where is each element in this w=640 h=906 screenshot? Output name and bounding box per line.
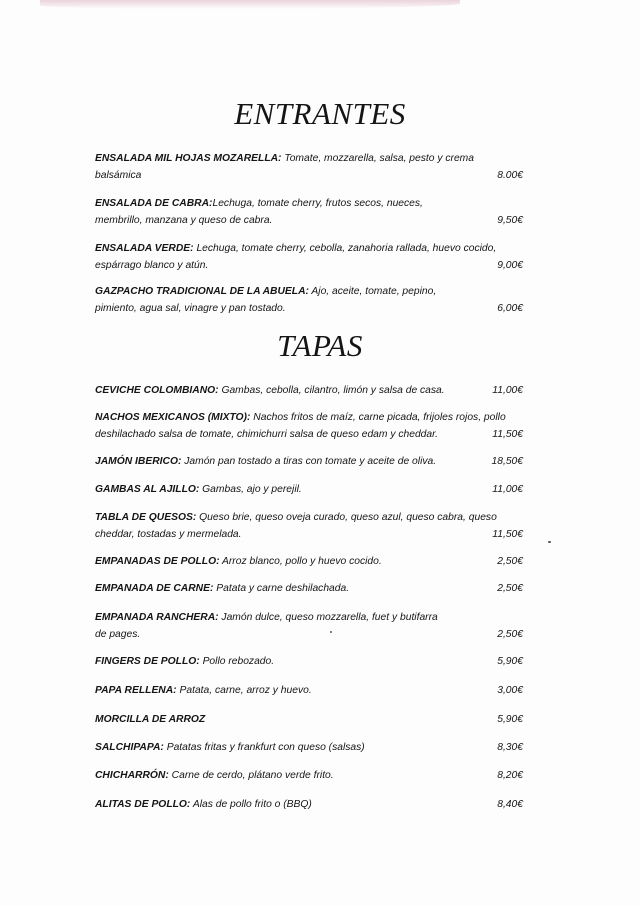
item-price: 11,00€ — [492, 484, 523, 495]
item-name: EMPANADA RANCHERA: — [95, 612, 219, 623]
item-description: Ajo, aceite, tomate, pepino, — [308, 286, 437, 297]
menu-item-empanada-ranchera — [95, 609, 527, 643]
item-description: Patata, carne, arroz y huevo. — [176, 685, 312, 696]
menu-item-salchipapa — [95, 739, 527, 756]
item-description: Jamón dulce, queso mozzarella, fuet y butifarra — [218, 612, 438, 623]
item-description: Tomate, mozzarella, salsa, pesto y crema — [281, 153, 474, 164]
item-description: Lechuga, tomate cherry, cebolla, zanahoria rallada, huevo cocido, — [193, 243, 497, 254]
item-description-cont: membrillo, manzana y queso de cabra. — [95, 215, 273, 226]
item-name: EMPANADA DE CARNE: — [95, 583, 214, 594]
item-description: Gambas, ajo y perejil. — [199, 484, 302, 495]
menu-item-jamon — [95, 453, 527, 470]
menu-item-morcilla — [95, 711, 527, 728]
item-price: 8,40€ — [497, 799, 523, 810]
item-description: Nachos fritos de maíz, carne picada, frijoles rojos, pollo — [250, 412, 506, 423]
menu-item-ensalada-verde — [95, 240, 527, 274]
menu-item-ensalada-cabra — [95, 195, 527, 229]
menu-item-ensalada-mil-hojas — [95, 150, 527, 184]
section-title-tapas: TAPAS — [277, 328, 363, 363]
item-name: GAZPACHO TRADICIONAL DE LA ABUELA: — [95, 286, 309, 297]
item-price: 2,50€ — [497, 556, 523, 567]
item-description: Patatas fritas y frankfurt con queso (salsas) — [163, 742, 365, 753]
item-description-cont: pimiento, agua sal, vinagre y pan tostado. — [95, 303, 286, 314]
item-price: 9,00€ — [497, 260, 523, 271]
item-name: PAPA RELLENA: — [95, 685, 177, 696]
item-description-cont: balsámica — [95, 170, 142, 181]
menu-item-gambas — [95, 481, 527, 498]
item-description-cont: espárrago blanco y atún. — [95, 260, 209, 271]
item-name: CEVICHE COLOMBIANO: — [95, 385, 219, 396]
item-description: Gambas, cebolla, cilantro, limón y salsa de casa. — [218, 385, 445, 396]
item-name: SALCHIPAPA: — [95, 742, 164, 753]
item-description-cont: cheddar, tostadas y mermelada. — [95, 529, 242, 540]
item-description: Arroz blanco, pollo y huevo cocido. — [219, 556, 382, 567]
item-price: 2,50€ — [497, 583, 523, 594]
item-price: 18,50€ — [491, 456, 523, 467]
item-name: NACHOS MEXICANOS (MIXTO): — [95, 412, 251, 423]
menu-item-chicharron — [95, 767, 527, 784]
item-name: CHICHARRÓN: — [95, 770, 169, 781]
menu-item-fingers-pollo — [95, 653, 527, 670]
item-description: Patata y carne deshilachada. — [213, 583, 350, 594]
item-name: ENSALADA MIL HOJAS MOZARELLA: — [95, 153, 282, 164]
paper-speck — [548, 541, 551, 543]
menu-item-nachos — [95, 409, 527, 443]
paper-speck — [330, 631, 332, 633]
item-name: EMPANADAS DE POLLO: — [95, 556, 220, 567]
item-price: 3,00€ — [497, 685, 523, 696]
item-price: 8,20€ — [497, 770, 523, 781]
item-price: 6,00€ — [497, 303, 523, 314]
menu-item-empanada-carne — [95, 580, 527, 597]
item-price: 8,30€ — [497, 742, 523, 753]
item-description: Lechuga, tomate cherry, frutos secos, nueces, — [212, 198, 423, 209]
item-description-cont: deshilachado salsa de tomate, chimichurri salsa de queso edam y cheddar. — [95, 429, 439, 440]
item-name: FINGERS DE POLLO: — [95, 656, 200, 667]
item-name: GAMBAS AL AJILLO: — [95, 484, 200, 495]
item-price: 2,50€ — [497, 629, 523, 640]
item-description: Alas de pollo frito o (BBQ) — [190, 799, 312, 810]
menu-item-gazpacho — [95, 283, 527, 317]
item-description: Queso brie, queso oveja curado, queso azul, queso cabra, queso — [196, 512, 497, 523]
item-name: ENSALADA VERDE: — [95, 243, 194, 254]
menu-item-alitas-pollo — [95, 796, 527, 813]
item-price: 11,50€ — [492, 429, 523, 440]
menu-item-papa-rellena — [95, 682, 527, 699]
item-price: 5,90€ — [497, 656, 523, 667]
item-name: ALITAS DE POLLO: — [95, 799, 191, 810]
menu-item-empanadas-pollo — [95, 553, 527, 570]
item-description: Carne de cerdo, plátano verde frito. — [168, 770, 334, 781]
item-price: 8.00€ — [497, 170, 523, 181]
menu-item-tabla-quesos — [95, 509, 527, 543]
item-price: 11,00€ — [492, 385, 523, 396]
item-description: Pollo rebozado. — [199, 656, 275, 667]
item-price: 9,50€ — [497, 215, 523, 226]
item-price: 11,50€ — [492, 529, 523, 540]
item-description-cont: de pages. — [95, 629, 141, 640]
item-price: 5,90€ — [497, 714, 523, 725]
menu-item-ceviche — [95, 382, 527, 399]
item-name: JAMÓN IBERICO: — [95, 456, 182, 467]
item-name: ENSALADA DE CABRA: — [95, 198, 213, 209]
item-description: Jamón pan tostado a tiras con tomate y aceite de oliva. — [181, 456, 437, 467]
item-name: TABLA DE QUESOS: — [95, 512, 197, 523]
section-title-entrantes: ENTRANTES — [234, 96, 406, 131]
item-name: MORCILLA DE ARROZ — [95, 714, 206, 725]
